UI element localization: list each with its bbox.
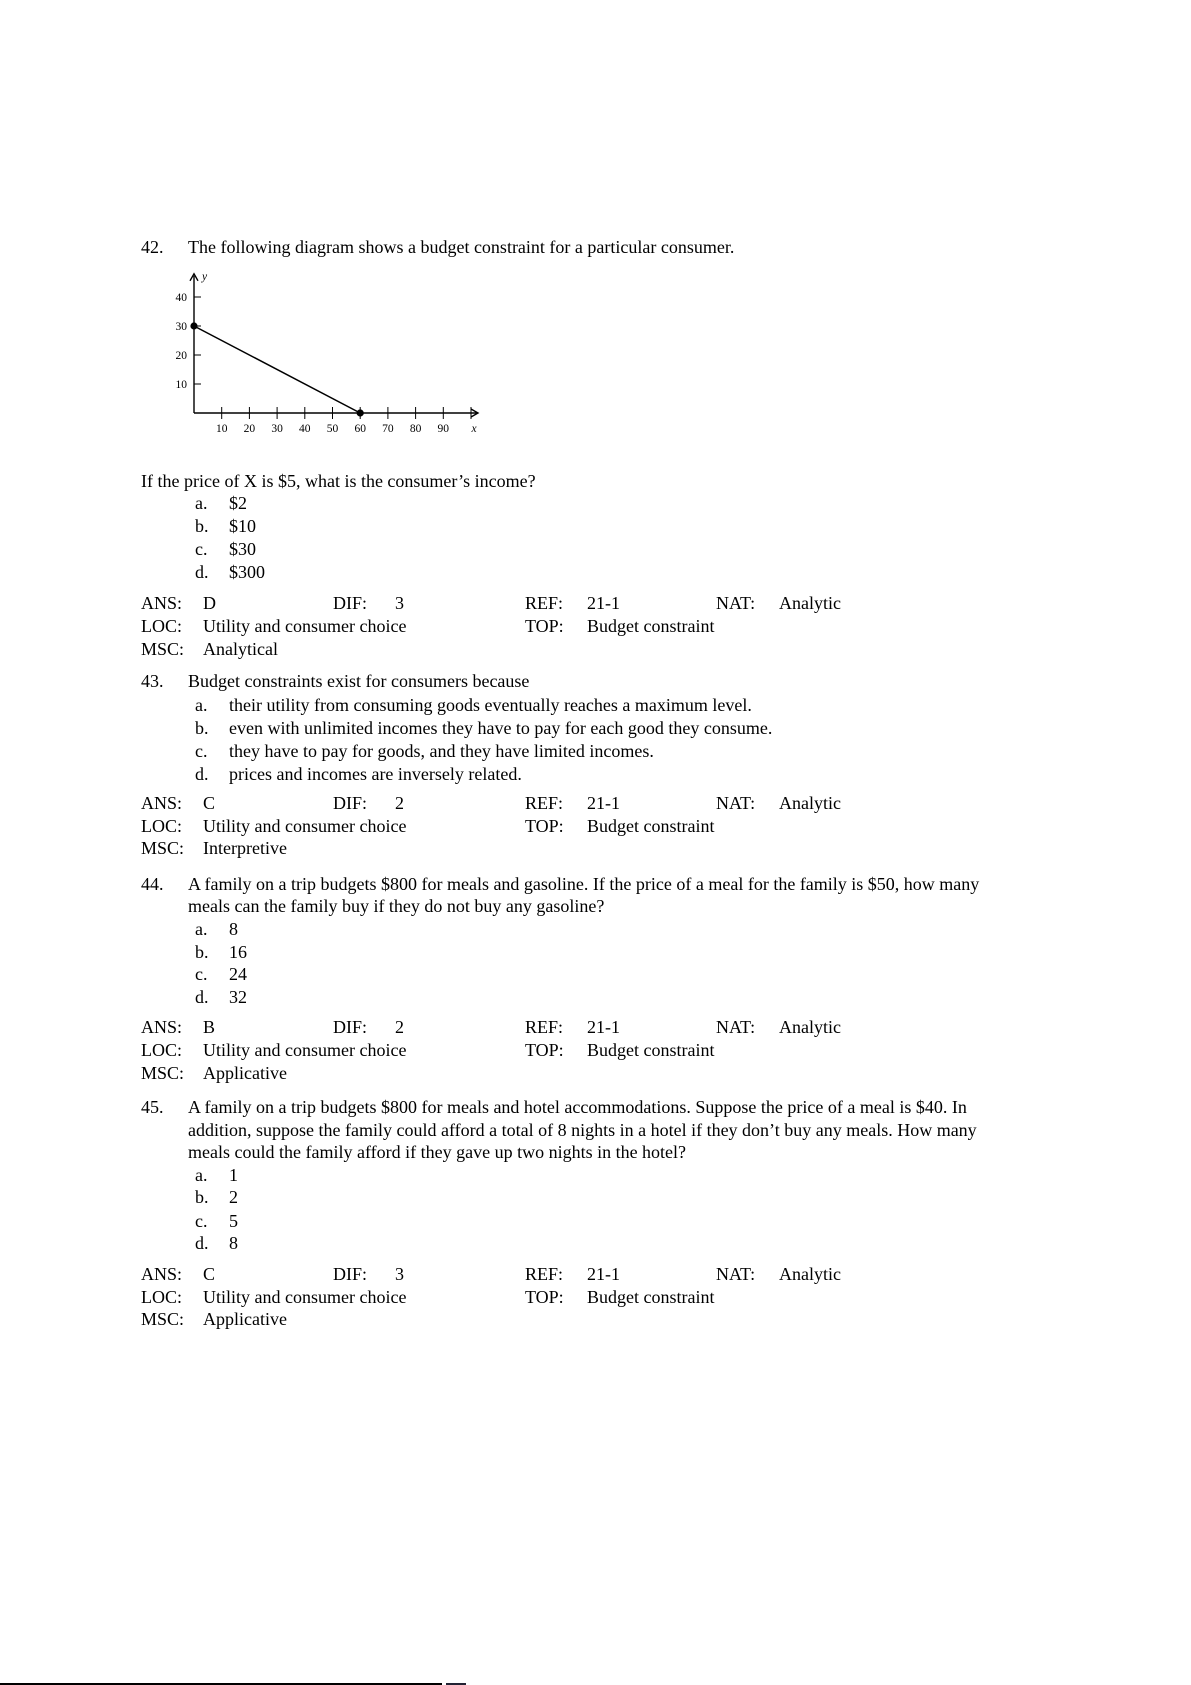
meta-value-nat: Analytic <box>779 593 841 613</box>
y-tick-label: 20 <box>175 350 187 362</box>
option-letter: d. <box>195 562 209 582</box>
meta-value-ans: C <box>203 793 216 813</box>
meta-value-ref: 21-1 <box>587 793 620 813</box>
y-axis-label: y <box>202 270 208 283</box>
option-text: 8 <box>229 1233 238 1253</box>
meta-label-ans: ANS: <box>141 1264 183 1284</box>
option-letter: a. <box>195 695 208 715</box>
option-letter: b. <box>195 516 209 536</box>
budget-line <box>194 326 360 413</box>
option-letter: d. <box>195 987 209 1007</box>
option-text: 16 <box>229 942 247 962</box>
question-stem: Budget constraints exist for consumers because <box>188 671 530 691</box>
meta-label-ref: REF: <box>525 1017 564 1037</box>
meta-value-top: Budget constraint <box>587 1287 715 1307</box>
question-number: 43. <box>141 671 164 691</box>
meta-label-dif: DIF: <box>333 1264 368 1284</box>
y-tick-label: 40 <box>175 292 187 304</box>
option-text: $300 <box>229 562 265 582</box>
option-letter: b. <box>195 1187 209 1207</box>
option-letter: d. <box>195 764 209 784</box>
y-tick-label: 30 <box>175 321 187 333</box>
question-prompt: If the price of X is $5, what is the consumer’s income? <box>141 471 536 491</box>
meta-label-msc: MSC: <box>141 639 185 659</box>
meta-label-ans: ANS: <box>141 793 183 813</box>
meta-value-ref: 21-1 <box>587 593 620 613</box>
option-text: $10 <box>229 516 256 536</box>
option-letter: c. <box>195 1211 208 1231</box>
meta-label-ref: REF: <box>525 593 564 613</box>
intercept-point <box>190 322 197 329</box>
meta-label-nat: NAT: <box>716 793 756 813</box>
question-stem: meals could the family afford if they gave up two nights in the hotel? <box>188 1142 687 1162</box>
meta-value-dif: 3 <box>395 1264 404 1284</box>
meta-label-ans: ANS: <box>141 1017 183 1037</box>
meta-label-nat: NAT: <box>716 1017 756 1037</box>
meta-value-msc: Applicative <box>203 1063 287 1083</box>
option-letter: a. <box>195 919 208 939</box>
meta-value-top: Budget constraint <box>587 1040 715 1060</box>
x-tick-label: 30 <box>271 423 283 435</box>
meta-label-loc: LOC: <box>141 816 183 836</box>
meta-label-msc: MSC: <box>141 1063 185 1083</box>
meta-value-dif: 2 <box>395 793 404 813</box>
x-tick-label: 10 <box>215 423 228 435</box>
meta-label-ref: REF: <box>525 1264 564 1284</box>
meta-label-top: TOP: <box>525 1040 564 1060</box>
option-text: 1 <box>229 1165 238 1185</box>
meta-value-ref: 21-1 <box>587 1017 620 1037</box>
option-text: 5 <box>229 1211 238 1231</box>
option-letter: c. <box>195 539 208 559</box>
question-number: 44. <box>141 874 164 894</box>
meta-label-nat: NAT: <box>716 593 756 613</box>
question-stem: A family on a trip budgets $800 for meals and hotel accommodations. Suppose the price of a meal is $40. In <box>188 1097 967 1117</box>
meta-value-msc: Analytical <box>203 639 278 659</box>
meta-value-dif: 3 <box>395 593 404 613</box>
meta-label-top: TOP: <box>525 1287 564 1307</box>
meta-label-dif: DIF: <box>333 793 368 813</box>
x-axis-label: x <box>471 423 477 435</box>
meta-label-top: TOP: <box>525 616 564 636</box>
meta-value-msc: Applicative <box>203 1309 287 1329</box>
meta-value-ans: D <box>203 593 216 613</box>
question-number: 45. <box>141 1097 164 1117</box>
meta-value-msc: Interpretive <box>203 838 287 858</box>
question-stem: The following diagram shows a budget constraint for a particular consumer. <box>188 237 735 257</box>
meta-value-loc: Utility and consumer choice <box>203 1040 407 1060</box>
meta-label-loc: LOC: <box>141 616 183 636</box>
y-tick-label: 10 <box>175 379 187 391</box>
option-letter: d. <box>195 1233 209 1253</box>
x-tick-label: 60 <box>354 423 366 435</box>
meta-label-msc: MSC: <box>141 838 185 858</box>
meta-value-nat: Analytic <box>779 1017 841 1037</box>
meta-label-msc: MSC: <box>141 1309 185 1329</box>
option-text: their utility from consuming goods eventually reaches a maximum level. <box>229 695 752 715</box>
option-text: 8 <box>229 919 238 939</box>
option-letter: a. <box>195 1165 208 1185</box>
meta-value-loc: Utility and consumer choice <box>203 816 407 836</box>
question-stem: meals can the family buy if they do not buy any gasoline? <box>188 896 605 916</box>
x-tick-label: 40 <box>299 423 311 435</box>
question-stem: addition, suppose the family could afford a total of 8 nights in a hotel if they don’t buy any meals. How many <box>188 1120 977 1140</box>
option-text: they have to pay for goods, and they have limited incomes. <box>229 741 654 761</box>
option-letter: c. <box>195 964 208 984</box>
meta-label-dif: DIF: <box>333 1017 368 1037</box>
option-text: $2 <box>229 493 247 513</box>
meta-value-loc: Utility and consumer choice <box>203 616 407 636</box>
option-text: even with unlimited incomes they have to pay for each good they consume. <box>229 718 773 738</box>
option-text: 2 <box>229 1187 238 1207</box>
meta-label-dif: DIF: <box>333 593 368 613</box>
x-tick-label: 70 <box>382 423 394 435</box>
question-stem: A family on a trip budgets $800 for meals and gasoline. If the price of a meal for the family is $50, how many <box>188 874 980 894</box>
meta-value-dif: 2 <box>395 1017 404 1037</box>
meta-label-ref: REF: <box>525 793 564 813</box>
question-number: 42. <box>141 237 164 257</box>
option-letter: a. <box>195 493 208 513</box>
option-letter: b. <box>195 718 209 738</box>
meta-value-top: Budget constraint <box>587 616 715 636</box>
meta-value-ref: 21-1 <box>587 1264 620 1284</box>
meta-label-ans: ANS: <box>141 593 183 613</box>
meta-label-nat: NAT: <box>716 1264 756 1284</box>
x-tick-label: 80 <box>409 423 422 435</box>
meta-value-nat: Analytic <box>779 1264 841 1284</box>
x-tick-label: 20 <box>243 423 256 435</box>
meta-value-top: Budget constraint <box>587 816 715 836</box>
meta-value-ans: B <box>203 1017 216 1037</box>
option-text: $30 <box>229 539 256 559</box>
meta-label-loc: LOC: <box>141 1287 183 1307</box>
option-letter: b. <box>195 942 209 962</box>
option-letter: c. <box>195 741 208 761</box>
meta-label-top: TOP: <box>525 816 564 836</box>
meta-label-loc: LOC: <box>141 1040 183 1060</box>
meta-value-ans: C <box>203 1264 216 1284</box>
x-tick-label: 90 <box>437 423 450 435</box>
option-text: prices and incomes are inversely related. <box>229 764 522 784</box>
option-text: 32 <box>229 987 247 1007</box>
x-tick-label: 50 <box>326 423 339 435</box>
meta-value-loc: Utility and consumer choice <box>203 1287 407 1307</box>
option-text: 24 <box>229 964 247 984</box>
intercept-point <box>357 409 364 416</box>
budget-constraint-diagram <box>150 262 510 447</box>
meta-value-nat: Analytic <box>779 793 841 813</box>
